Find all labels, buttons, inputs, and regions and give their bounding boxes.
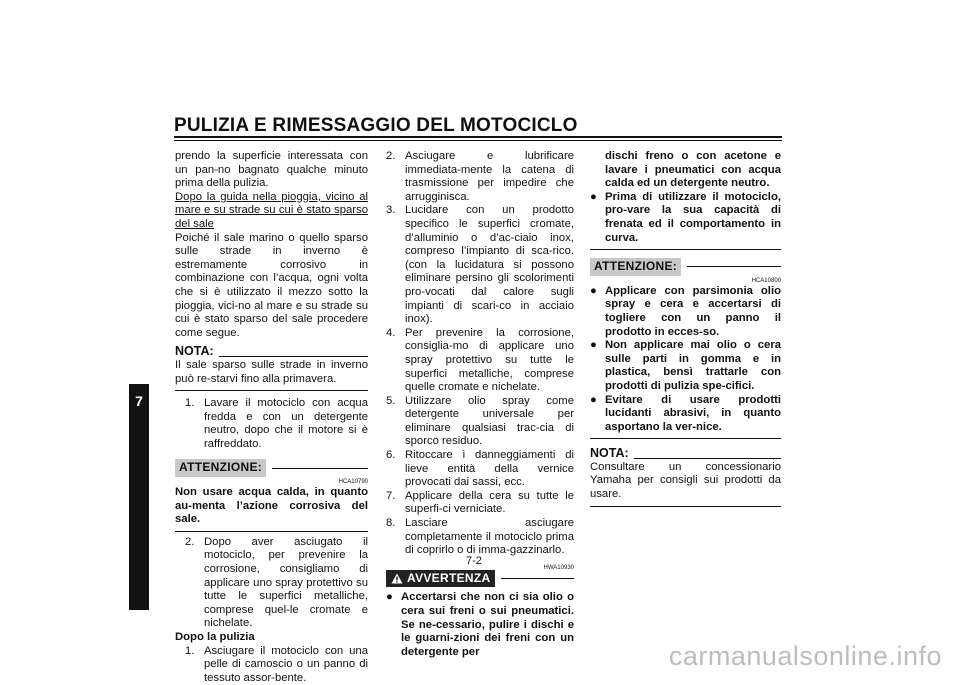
list-item — [386, 150, 574, 204]
page-number: 7-2 — [466, 555, 482, 567]
list-item — [386, 204, 574, 326]
note-label: NOTA: — [590, 446, 629, 461]
list-number: 5. — [386, 394, 396, 407]
column-1 — [175, 150, 368, 685]
bullet-text: Applicare con parsimonia olio spray e cera e accertarsi di togliere con un panno il prodotto in ecces-so. — [605, 284, 781, 338]
page-title: PULIZIA E RIMESSAGGIO DEL MOTOCICLO — [174, 115, 578, 136]
note-label: NOTA: — [175, 344, 214, 359]
caution-text: Non usare acqua calda, in quanto au-menta l’azione corrosiva del sale. — [175, 486, 368, 526]
caution-end-rule — [175, 531, 368, 532]
list-number: 4. — [386, 326, 396, 339]
list-text: Applicare della cera su tutte le superfi-ci verniciate. — [405, 489, 574, 516]
bullet-text: Accertarsi che non ci sia olio o cera sui freni o sui pneumatici. Se ne-cessario, pulire i dischi e le guarni-zioni dei freni con un detergente per — [401, 591, 574, 658]
bullet-icon: ● — [590, 339, 597, 352]
bullet-text: Prima di utilizzare il motociclo, pro-vare la sua capacità di frenata ed il comportamento in curva. — [605, 190, 781, 244]
caution-heading — [590, 258, 781, 276]
warning-heading — [386, 570, 574, 588]
list-item — [386, 517, 574, 558]
column-2 — [386, 150, 574, 659]
list-number: 7. — [386, 489, 396, 502]
list-number: 3. — [386, 204, 396, 217]
chapter-number: 7 — [135, 393, 143, 409]
caution-end-rule — [590, 438, 781, 439]
bullet-icon: ● — [590, 393, 597, 406]
note-text: Il sale sparso sulle strade in inverno può re-starvi fino alla primavera. — [175, 358, 368, 385]
chapter-tab — [129, 384, 149, 610]
caution-bullet — [590, 339, 781, 393]
caution-label: ATTENZIONE: — [590, 258, 681, 276]
list-text: Lavare il motociclo con acqua fredda e con un detergente neutro, dopo che il motore si è raffreddato. — [204, 397, 368, 450]
list-text: Dopo aver asciugato il motociclo, per prevenire la corrosione, consigliamo di applicare uno spray protettivo su tutte le superfici metalliche, comprese quel-le cromate e nichelate. — [204, 535, 368, 630]
bullet-text: Evitare di usare prodotti lucidanti abrasivi, in quanto asportano la ver-nice. — [605, 393, 781, 433]
warning-label: AVVERTENZA — [407, 570, 491, 585]
section-heading: Dopo la pulizia — [175, 631, 255, 643]
caution-heading — [175, 459, 368, 477]
warning-triangle-icon — [391, 573, 403, 584]
paragraph: Poiché il sale marino o quello sparso sulle strade in inverno è estremamente corrosivo in combinazione con l’acqua, ogni volta che si è utilizzato il mezzo sotto la pioggia, vici-no al mare e su strade su cui è stato sparso del sale procedere come segue. — [175, 231, 368, 339]
warning-bullet — [590, 191, 781, 245]
list-text: Asciugare e lubrificare immediata-mente la catena di trasmissione per impedire che arrugginisca. — [405, 150, 574, 203]
caution-code: HCA10800 — [751, 277, 781, 284]
title-rule — [174, 136, 782, 141]
watermark: carmanualsonline.info — [668, 641, 942, 671]
note-heading — [175, 345, 368, 359]
subheading: Dopo la guida nella pioggia, vicino al mare e su strade su cui è stato sparso del sale — [175, 190, 368, 230]
list-number: 2. — [386, 150, 396, 162]
list-number: 1. — [185, 397, 195, 410]
note-end-rule — [175, 390, 368, 391]
list-number: 1. — [185, 644, 195, 657]
warning-badge — [386, 570, 495, 588]
note-text: Consultare un concessionario Yamaha per consigli sui prodotti da usare. — [590, 460, 781, 501]
list-number: 6. — [386, 449, 396, 462]
list-item — [386, 490, 574, 517]
bullet-text: Non applicare mai olio o cera sulle parti in gomma e in plastica, bensì trattarle con prodotti di pulizia spe-cifici. — [605, 339, 781, 392]
paragraph: prendo la superficie interessata con un pan-no bagnato qualche minuto prima della pulizia. — [175, 150, 368, 190]
bullet-icon: ● — [590, 284, 597, 297]
warning-code: HWA10930 — [543, 564, 574, 571]
list-text: Lasciare asciugare completamente il motociclo prima di coprirlo o di imma-gazzinarlo. — [405, 517, 574, 557]
list-item — [175, 397, 368, 451]
list-text: Utilizzare olio spray come detergente universale per eliminare qualsiasi trac-cia di sporco residuo. — [405, 394, 574, 448]
list-text: Lucidare con un prodotto specifico le superfici cromate, d’alluminio o d’ac-ciaio inox, compreso l’impianto di sca-rico. (con la lucidatura si possono eliminare persino gli scolorimenti pro-vocati dal calore sugli impianti di scari-co in acciaio inox). — [405, 204, 574, 326]
list-text: Ritoccare i danneggiamenti di lieve entità della vernice provocati dai sassi, ecc. — [405, 449, 574, 489]
list-item — [175, 536, 368, 631]
list-text: Per prevenire la corrosione, consiglia-mo di applicare uno spray protettivo su tutte le superfici metalliche, comprese quelle cromate e nichelate. — [405, 326, 574, 394]
note-heading — [590, 447, 781, 461]
warning-bullet — [386, 591, 574, 659]
list-number: 2. — [185, 535, 195, 548]
note-end-rule — [590, 506, 781, 507]
caution-bullet — [590, 285, 781, 339]
bullet-text: dischi freno o con acetone e lavare i pneumatici con acqua calda ed un detergente neutro. — [605, 150, 781, 190]
list-item — [386, 449, 574, 490]
list-text: Asciugare il motociclo con una pelle di camoscio o un panno di tessuto assor-bente. — [204, 644, 368, 684]
bullet-icon: ● — [386, 591, 393, 604]
list-number: 8. — [386, 517, 396, 530]
caution-bullet — [590, 394, 781, 435]
list-item — [386, 395, 574, 449]
warning-bullet-continued — [590, 150, 781, 191]
list-item — [386, 327, 574, 395]
column-3 — [590, 150, 781, 513]
list-item — [175, 645, 368, 685]
bullet-icon: ● — [590, 190, 597, 203]
warning-end-rule — [590, 249, 781, 250]
caution-label: ATTENZIONE: — [175, 459, 266, 477]
caution-code: HCA10790 — [338, 479, 368, 486]
